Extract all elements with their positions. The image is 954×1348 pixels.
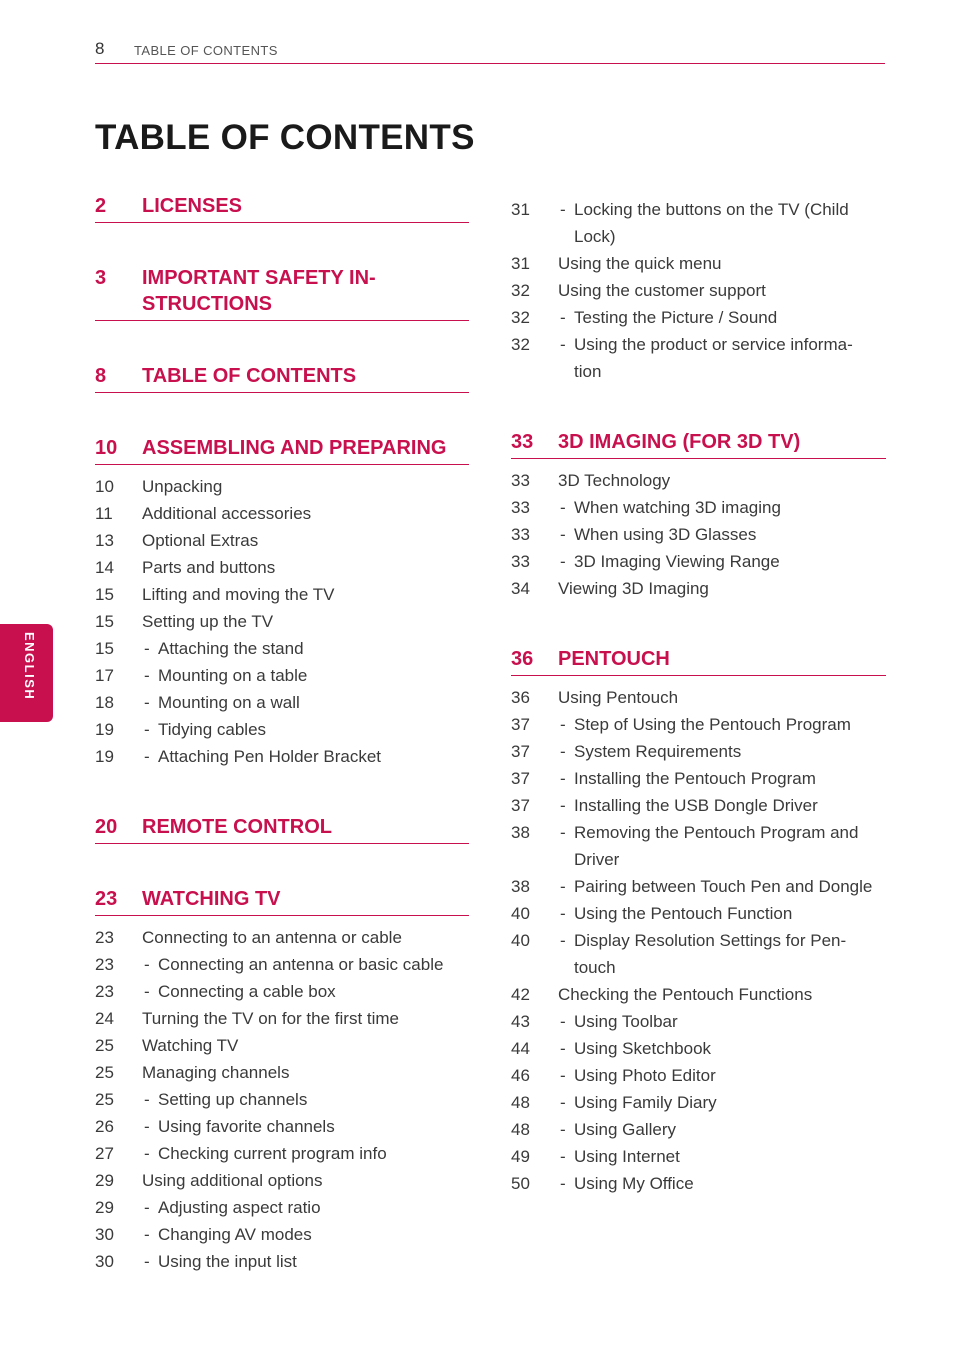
toc-page-number: 46	[511, 1066, 530, 1085]
toc-subentry[interactable]	[511, 711, 886, 738]
toc-entry-title: Using Pentouch	[558, 688, 679, 707]
toc-page-number: 2	[95, 195, 107, 217]
toc-subentry[interactable]	[95, 978, 469, 1005]
toc-entry-title: - Installing the Pentouch Program	[511, 765, 886, 792]
toc-page-number: 19	[95, 747, 114, 766]
toc-entry[interactable]	[95, 581, 469, 608]
toc-section-title: LICENSES	[142, 195, 243, 217]
toc-page-number: 33	[511, 498, 530, 517]
toc-entry-title: - Using Gallery	[511, 1116, 886, 1143]
toc-page-number: 23	[95, 955, 114, 974]
toc-section-heading[interactable]	[95, 873, 469, 916]
toc-section-heading[interactable]	[95, 252, 469, 321]
toc-entry-title: Optional Extras	[142, 531, 259, 550]
toc-page-number: 23	[95, 982, 114, 1001]
page-number: 8	[95, 39, 105, 58]
toc-subentry[interactable]	[95, 1248, 469, 1275]
toc-entry-title: - When watching 3D imaging	[511, 494, 886, 521]
toc-entry-title: - When using 3D Glasses	[511, 521, 886, 548]
toc-page-number: 10	[95, 477, 114, 496]
toc-page-number: 43	[511, 1012, 530, 1031]
toc-subentry[interactable]	[511, 1035, 886, 1062]
toc-entry-title: - Checking current program info	[95, 1140, 469, 1167]
toc-entry-title: - Testing the Picture / Sound	[511, 304, 886, 331]
toc-page-number: 38	[511, 877, 530, 896]
toc-entry-title: - Mounting on a wall	[95, 689, 469, 716]
toc-entry-title: Checking the Pentouch Functions	[558, 985, 813, 1004]
toc-entry-title: Managing channels	[142, 1063, 290, 1082]
toc-entry[interactable]	[95, 527, 469, 554]
toc-subentry[interactable]	[511, 819, 886, 873]
toc-entry-title: - Removing the Pentouch Program and Driver	[511, 819, 886, 873]
toc-entry-title: - Using Sketchbook	[511, 1035, 886, 1062]
toc-page-number: 32	[511, 281, 530, 300]
toc-section-heading[interactable]	[95, 422, 469, 465]
toc-entry[interactable]	[95, 1005, 469, 1032]
toc-entry-title: - Using the Pentouch Function	[511, 900, 886, 927]
toc-subentry[interactable]	[511, 494, 886, 521]
toc-entry[interactable]	[95, 608, 469, 635]
toc-page-number: 30	[95, 1225, 114, 1244]
toc-entry-title: - Attaching the stand	[95, 635, 469, 662]
toc-page-number: 11	[95, 504, 113, 523]
toc-entry-title: Additional accessories	[142, 504, 312, 523]
toc-entry-title: 3D Technology	[558, 471, 671, 490]
toc-entry-title: - Mounting on a table	[95, 662, 469, 689]
toc-page-number: 34	[511, 579, 530, 598]
toc-page-number: 37	[511, 742, 530, 761]
toc-page-number: 30	[95, 1252, 114, 1271]
toc-entry-title: - Using Family Diary	[511, 1089, 886, 1116]
toc-subentry[interactable]	[511, 196, 886, 250]
toc-entry-title: - Connecting a cable box	[95, 978, 469, 1005]
toc-entry-title: Using additional options	[142, 1171, 323, 1190]
toc-page-number: 50	[511, 1174, 530, 1193]
toc-page-number: 42	[511, 985, 530, 1004]
toc-page-number: 37	[511, 796, 530, 815]
page-header	[95, 38, 885, 64]
toc-entry-title: - Using My Office	[511, 1170, 886, 1197]
toc-entry-title: - Using the input list	[95, 1248, 469, 1275]
toc-page-number: 37	[511, 715, 530, 734]
toc-entry-title: Lifting and moving the TV	[142, 585, 335, 604]
toc-right-column	[511, 180, 886, 1197]
toc-entry[interactable]	[511, 277, 886, 304]
toc-page-number: 20	[95, 816, 118, 838]
toc-page-number: 36	[511, 688, 530, 707]
toc-section-title: 3D IMAGING (FOR 3D TV)	[558, 431, 801, 453]
toc-entry[interactable]	[511, 575, 886, 602]
toc-section-title: WATCHING TV	[142, 888, 281, 910]
toc-entry-title: Watching TV	[142, 1036, 239, 1055]
toc-subentry[interactable]	[95, 662, 469, 689]
toc-entry-title: - Using Internet	[511, 1143, 886, 1170]
toc-page-number: 37	[511, 769, 530, 788]
toc-entry-title: Connecting to an antenna or cable	[142, 928, 402, 947]
toc-subentry[interactable]	[95, 1221, 469, 1248]
toc-section-title: IMPORTANT SAFETY IN- STRUCTIONS	[142, 267, 376, 315]
toc-subentry[interactable]	[511, 927, 886, 981]
toc-entry-title: - Using Photo Editor	[511, 1062, 886, 1089]
toc-subentry[interactable]	[511, 1143, 886, 1170]
toc-page-number: 48	[511, 1120, 530, 1139]
toc-page-number: 29	[95, 1171, 114, 1190]
toc-entry-title: - Tidying cables	[95, 716, 469, 743]
toc-page-number: 26	[95, 1117, 114, 1136]
toc-section-title: TABLE OF CONTENTS	[142, 365, 357, 387]
toc-subentry[interactable]	[511, 331, 886, 385]
toc-page-number: 40	[511, 904, 530, 923]
toc-entry-title: - Connecting an antenna or basic cable	[95, 951, 469, 978]
toc-entry-title: - Locking the buttons on the TV (Child Lock)	[511, 196, 886, 250]
toc-entry[interactable]	[95, 473, 469, 500]
toc-entry-title: Unpacking	[142, 477, 223, 496]
toc-entry-title: - Using the product or service informa- tion	[511, 331, 886, 385]
toc-page-number: 25	[95, 1090, 114, 1109]
toc-entry-title: - Using Toolbar	[511, 1008, 886, 1035]
language-tab	[0, 624, 53, 722]
toc-entry[interactable]	[511, 250, 886, 277]
toc-page-number: 31	[511, 254, 530, 273]
toc-entry-title: - Adjusting aspect ratio	[95, 1194, 469, 1221]
toc-subentry[interactable]	[95, 1194, 469, 1221]
toc-page-number: 33	[511, 431, 534, 453]
header-section-title: TABLE OF CONTENTS	[134, 43, 278, 58]
toc-entry-title: Parts and buttons	[142, 558, 276, 577]
toc-page-number: 8	[95, 365, 107, 387]
toc-page-number: 25	[95, 1036, 114, 1055]
toc-subentry[interactable]	[95, 1113, 469, 1140]
toc-page-number: 33	[511, 552, 530, 571]
toc-section-heading[interactable]	[95, 180, 469, 223]
toc-page-number: 38	[511, 823, 530, 842]
toc-entry-title: - Display Resolution Settings for Pen- touch	[511, 927, 886, 981]
toc-entry[interactable]	[95, 1032, 469, 1059]
toc-subentry[interactable]	[511, 900, 886, 927]
toc-subentry[interactable]	[95, 1086, 469, 1113]
toc-page-number: 40	[511, 931, 530, 950]
toc-subentry[interactable]	[511, 1008, 886, 1035]
toc-page-number: 29	[95, 1198, 114, 1217]
toc-section-title: ASSEMBLING AND PREPARING	[142, 437, 447, 459]
toc-page-number: 27	[95, 1144, 114, 1163]
toc-page-number: 15	[95, 585, 114, 604]
page-title: TABLE OF CONTENTS	[95, 118, 475, 157]
toc-entry[interactable]	[95, 500, 469, 527]
toc-left-column	[95, 180, 469, 1275]
toc-entry-title: - Attaching Pen Holder Bracket	[95, 743, 469, 770]
toc-subentry[interactable]	[511, 792, 886, 819]
toc-entry-title: - Setting up channels	[95, 1086, 469, 1113]
toc-entry-title: - Using favorite channels	[95, 1113, 469, 1140]
toc-subentry[interactable]	[95, 1140, 469, 1167]
toc-subentry[interactable]	[95, 716, 469, 743]
toc-page-number: 25	[95, 1063, 114, 1082]
toc-page-number: 18	[95, 693, 114, 712]
toc-entry-title: - Step of Using the Pentouch Program	[511, 711, 886, 738]
toc-entry-title: - Installing the USB Dongle Driver	[511, 792, 886, 819]
toc-entry[interactable]	[511, 684, 886, 711]
toc-section-heading[interactable]	[511, 633, 886, 676]
toc-page-number: 31	[511, 200, 530, 219]
toc-subentry[interactable]	[511, 548, 886, 575]
toc-page-number: 15	[95, 612, 114, 631]
toc-section-heading[interactable]	[511, 416, 886, 459]
toc-entry-title: Turning the TV on for the first time	[142, 1009, 400, 1028]
toc-section-heading[interactable]	[95, 801, 469, 844]
toc-subentry[interactable]	[95, 951, 469, 978]
toc-entry[interactable]	[95, 1167, 469, 1194]
toc-entry[interactable]	[511, 467, 886, 494]
toc-page-number: 32	[511, 335, 530, 354]
toc-page-number: 14	[95, 558, 114, 577]
toc-entry-title: Viewing 3D Imaging	[558, 579, 709, 598]
toc-subentry[interactable]	[511, 765, 886, 792]
toc-page-number: 33	[511, 525, 530, 544]
toc-entry-title: - System Requirements	[511, 738, 886, 765]
toc-entry-title: Using the quick menu	[558, 254, 722, 273]
toc-subentry[interactable]	[511, 1116, 886, 1143]
toc-page-number: 24	[95, 1009, 114, 1028]
toc-page-number: 49	[511, 1147, 530, 1166]
toc-entry[interactable]	[95, 1059, 469, 1086]
toc-entry-title: - Pairing between Touch Pen and Dongle	[511, 873, 886, 900]
toc-subentry[interactable]	[95, 689, 469, 716]
toc-section-title: REMOTE CONTROL	[142, 816, 332, 838]
toc-subentry[interactable]	[511, 304, 886, 331]
toc-entry-title: Setting up the TV	[142, 612, 274, 631]
toc-subentry[interactable]	[95, 743, 469, 770]
toc-subentry[interactable]	[511, 873, 886, 900]
toc-subentry[interactable]	[511, 1062, 886, 1089]
toc-entry-title: - Changing AV modes	[95, 1221, 469, 1248]
toc-entry[interactable]	[511, 981, 886, 1008]
toc-page-number: 32	[511, 308, 530, 327]
toc-page-number: 13	[95, 531, 114, 550]
toc-subentry[interactable]	[511, 1170, 886, 1197]
toc-subentry[interactable]	[511, 521, 886, 548]
toc-entry-title: Using the customer support	[558, 281, 766, 300]
toc-section-heading[interactable]	[95, 350, 469, 393]
toc-page-number: 33	[511, 471, 530, 490]
toc-subentry[interactable]	[511, 738, 886, 765]
toc-page-number: 10	[95, 437, 118, 459]
toc-page-number: 15	[95, 639, 114, 658]
toc-page-number: 44	[511, 1039, 530, 1058]
toc-subentry[interactable]	[511, 1089, 886, 1116]
toc-entry[interactable]	[95, 924, 469, 951]
toc-page-number: 19	[95, 720, 114, 739]
toc-page-number: 48	[511, 1093, 530, 1112]
toc-page-number: 17	[95, 666, 114, 685]
language-tab-label: ENGLISH	[22, 632, 37, 701]
toc-page-number: 23	[95, 888, 118, 910]
toc-page-number: 23	[95, 928, 114, 947]
toc-entry[interactable]	[95, 554, 469, 581]
toc-subentry[interactable]	[95, 635, 469, 662]
toc-page-number: 3	[95, 267, 107, 289]
toc-entry-title: - 3D Imaging Viewing Range	[511, 548, 886, 575]
toc-section-title: PENTOUCH	[558, 648, 670, 670]
toc-page-number: 36	[511, 648, 534, 670]
